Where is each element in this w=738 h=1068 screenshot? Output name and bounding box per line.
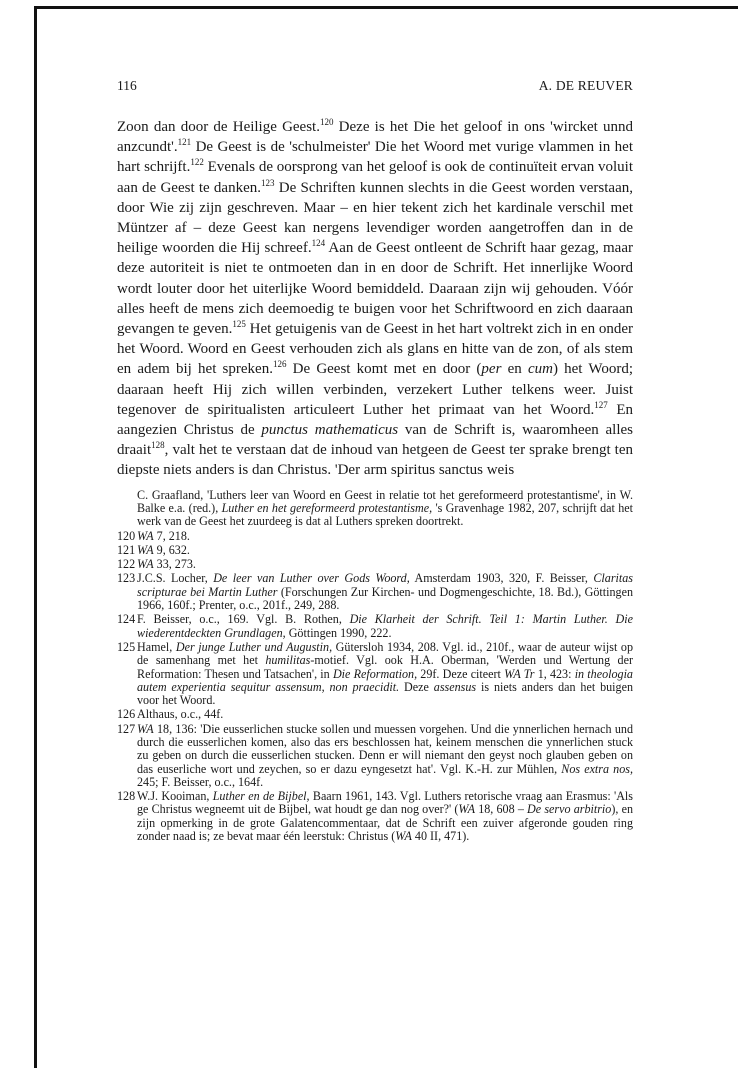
footnote-number: 124	[117, 612, 136, 627]
footnote-ref-124: 124	[311, 238, 326, 249]
scan-border-left	[34, 6, 37, 1068]
body-text-run: , valt het te verstaan dat de inhoud van hetgeen de Geest ter sprake brengt ten diepste niets anders is dan Christus. 'Der arm spiritus sanctus weis	[117, 442, 633, 479]
footnote-text-run: Althaus, o.c., 44f.	[137, 707, 224, 722]
footnote-text-run: F. Beisser, o.c., 169. Vgl. B. Rothen,	[137, 612, 350, 627]
italic-title: Luther en de Bijbel,	[212, 789, 310, 804]
footnote-number: 125	[117, 639, 136, 654]
footnote-text-run: (Forschungen Zur Kirchen- und Dogmengeschichte, 18. Bd.), Göttingen 1966, 160f.; Prenter, o.c., 201f., 249, 288.	[137, 584, 633, 613]
footnote-ref-128: 128	[151, 440, 165, 451]
running-author: A. DE REUVER	[538, 78, 633, 93]
footnotes	[117, 489, 633, 844]
footnote-text	[137, 572, 633, 612]
body-text-run: Het getuigenis van de Geest in het hart voltrekt zich in en onder het Woord. Woord en Geest verhouden zich als glans en hitte van de zon, of als stem en adem bij het spreken.	[117, 321, 633, 378]
footnote-text-run: Amsterdam 1903, 320, F. Beisser,	[409, 571, 594, 586]
footnote-text-run: 18, 136: 'Die eusserlichen stucke sollen und muessen vorgehen. Und die ynnerlichen hernach und durch die eusserlichen komen, also das ers beschlossen hat, keinem menschen die ynnerlichen stuck zu geben on durch die eusserlichen stucken. Denn er will niemant den geyst noch glauben geben on das euserliche wort und zeychen, so er dazu eyngesetzt hat'. Vgl. K.-H. zur Mühlen,	[137, 721, 633, 776]
footnote-number: 127	[117, 721, 136, 736]
body-text-run: En aangezien Christus de	[117, 401, 634, 439]
italic-title: Luther en het gereformeerd protestantisme,	[221, 500, 433, 515]
italic-title: Nos extra nos,	[561, 761, 633, 776]
body-text-run: en	[501, 361, 528, 378]
footnote-number: 128	[117, 789, 136, 804]
footnote-122	[117, 558, 633, 571]
body-paragraph	[117, 117, 633, 481]
italic-title: assensus	[433, 679, 477, 694]
italic-title: WA	[395, 829, 412, 844]
italic-title: WA	[137, 528, 154, 543]
footnote-text	[137, 641, 633, 707]
scan-border-top	[34, 6, 738, 9]
footnote-ref-127: 127	[594, 399, 608, 410]
body-text-run: De Schriften kunnen slechts in die Geest worden verstaan, door Wie zij zijn geschreven. Maar – en hier tekent zich het kardinale verschil met Müntzer af – deze Geest kan nergens levendiger worden aangetroffen dan in de heilige woorden die Hij schreef.	[117, 179, 633, 257]
italic-title: Die Reformation,	[332, 666, 418, 681]
page-number: 116	[117, 78, 137, 93]
footnote-text-run: 7, 218.	[153, 528, 190, 543]
footnote-text-run: Göttingen 1990, 222.	[285, 625, 392, 640]
footnote-124	[117, 613, 633, 640]
footnote-text-run: Baarn 1961, 143. Vgl. Luthers retorische vraag aan Erasmus: 'Als ge Christus wegneemt uit de Bijbel, wat houdt ge dan nog over?' (	[137, 789, 633, 817]
footnote-text	[137, 613, 633, 640]
footnote-text-run: 18, 608 –	[475, 802, 528, 817]
footnote-ref-120: 120	[319, 117, 334, 127]
body-text-run: Aan de Geest ontleent de Schrift haar gezag, maar deze autoriteit is niet te ontmoeten dan in en door de Schrift. Het innerlijke Woord wordt louter door het uiterlijke Woord bemiddeld. Daaraan zijn wij gehouden. Vóór alles heeft de mens zich deemoedig te buigen voor het Schriftwoord en zich daaraan gevangen te geven.	[117, 240, 633, 338]
italic-term: punctus mathematicus	[261, 422, 399, 439]
body-text-run: ) het Woord; daaraan heeft Hij zich willen verbinden, verzekert Luther telkens weer. Juist tegenover de spiritualisten articuleert Luther het primaat van het Woord.	[117, 361, 633, 418]
body-text-run: Evenals de oorsprong van het geloof is ook de continuïteit ervan voluit aan de Geest te danken.	[117, 159, 633, 196]
body-text-run: Zoon dan door de Heilige Geest.	[117, 119, 320, 135]
footnote-123	[117, 572, 633, 612]
footnote-127	[117, 723, 633, 789]
book-page	[117, 78, 633, 843]
footnote-ref-122: 122	[190, 157, 204, 168]
italic-title: WA	[137, 721, 154, 736]
footnote-text-run: -motief. Vgl. ook H.A. Oberman, 'Werden und Wertung der Reformation: Thesen und Tatsachen', in	[137, 653, 633, 681]
footnote-number: 122	[117, 557, 136, 572]
italic-title: De servo arbitrio	[527, 802, 612, 817]
footnote-continuation	[117, 489, 633, 529]
footnote-ref-123: 123	[261, 177, 275, 188]
footnote-text	[137, 790, 633, 843]
italic-title: WA Tr	[504, 666, 535, 681]
footnote-text-run: C. Graafland, 'Luthers leer van Woord en Geest in relatie tot het gereformeerd protestantisme', in W. Balke e.a. (red.),	[137, 487, 633, 515]
footnote-number: 126	[117, 707, 136, 722]
italic-title: in theologia autem experientia sequitur assensum, non praecidit.	[137, 666, 633, 694]
footnote-text-run: 40 II, 471).	[411, 829, 470, 844]
footnote-text	[137, 723, 633, 789]
footnote-text-run: W.J. Kooiman,	[137, 789, 213, 804]
body-text	[117, 117, 633, 481]
italic-title: Der junge Luther und Augustin,	[175, 639, 333, 654]
footnote-text-run: is niets anders dan het buigen voor het Woord.	[137, 679, 633, 708]
footnote-text-run: 245; F. Beisser, o.c., 164f.	[137, 774, 264, 789]
italic-title: humilitas	[265, 653, 311, 668]
footnote-text-run: 33, 273.	[153, 557, 196, 572]
footnote-text-run: Deze	[399, 679, 434, 694]
italic-term: per	[481, 361, 502, 378]
body-text-run: Deze is het Die het geloof in ons 'wircket unnd anzcundt'.	[117, 119, 634, 156]
italic-title: Claritas scripturae bei Martin Luther	[137, 571, 633, 599]
running-header	[117, 78, 633, 100]
footnote-ref-125: 125	[232, 319, 246, 330]
italic-term: cum	[527, 361, 553, 378]
footnote-number: 123	[117, 571, 136, 586]
footnote-126	[117, 708, 633, 721]
body-text-run: De Geest komt met en door (	[286, 361, 482, 378]
footnote-text-run: Hamel,	[137, 639, 176, 654]
footnote-text-run: 1, 423:	[534, 666, 575, 681]
footnote-text-run: J.C.S. Locher,	[137, 571, 214, 586]
footnote-ref-126: 126	[272, 359, 287, 370]
italic-title: De leer van Luther over Gods Woord,	[213, 571, 410, 586]
footnote-text	[137, 558, 633, 571]
footnote-number: 120	[117, 528, 136, 543]
body-text-run: van de Schrift is, waaromheen alles draait	[117, 422, 634, 459]
footnote-text-run: ), en zijn opmerking in de grote Galatencommentaar, dat de Schrift een zuiver afgeronde gouden ring zonder naad is; ze bevat maar één leerstuk: Christus (	[137, 802, 633, 844]
body-text-run: De Geest is de 'schulmeister' Die het Woord met vurige vlammen in het hart schrijft.	[117, 139, 633, 176]
footnote-120	[117, 530, 633, 543]
footnote-number: 121	[117, 542, 136, 557]
footnote-text-run: Gütersloh 1934, 208. Vgl. id., 210f., waar de auteur wijst op de samenhang met het	[137, 639, 633, 668]
italic-title: WA	[137, 542, 154, 557]
footnote-128	[117, 790, 633, 843]
footnote-text	[137, 530, 633, 543]
italic-title: WA	[137, 557, 154, 572]
footnote-125	[117, 641, 633, 707]
italic-title: Die Klarheit der Schrift. Teil 1: Martin Luther. Die wiederentdeckten Grundlagen,	[137, 612, 633, 640]
footnote-text	[137, 708, 633, 721]
footnote-text-run: 9, 632.	[153, 542, 190, 557]
footnote-text-run: 's Gravenhage 1982, 207, schrijft dat het werk van de Geest het zuurdeeg is dat al Luthers spreken doortrekt.	[137, 500, 633, 529]
footnote-text-run: 29f. Deze citeert	[417, 666, 505, 681]
footnote-121	[117, 544, 633, 557]
italic-title: WA	[458, 802, 476, 817]
footnote-ref-121: 121	[177, 137, 192, 148]
footnote-text	[137, 544, 633, 557]
